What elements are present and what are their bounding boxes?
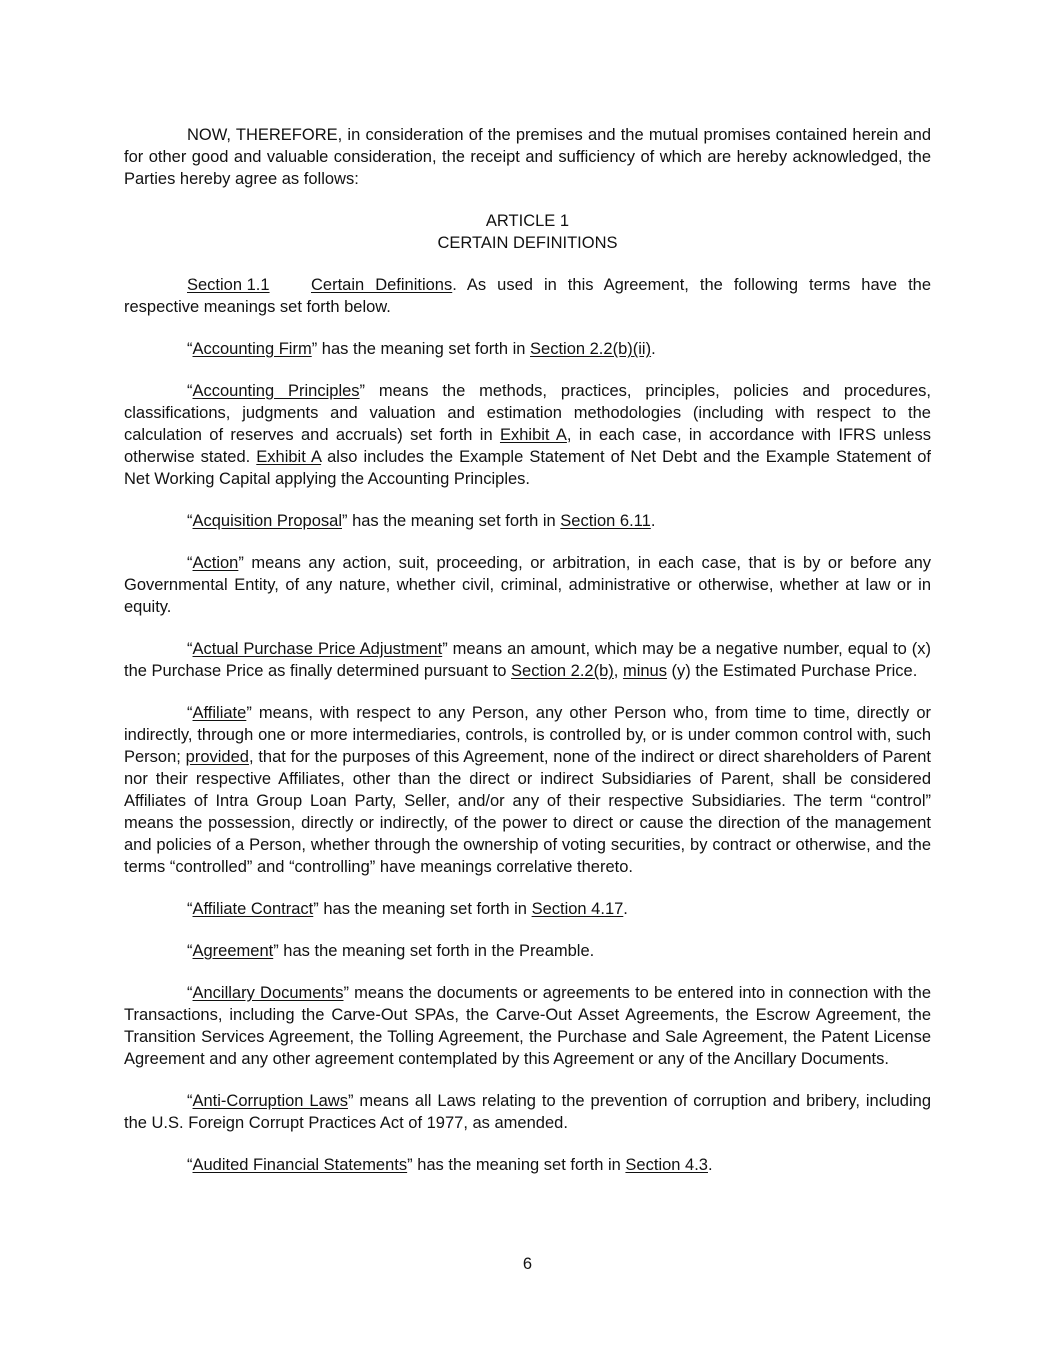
definition-text: ” means the documents or agreements to be entered into in connection with the Transactions, including the Carve-Out SPAs, the Carve-Out Asset Agreements, the Escrow Agreement, the Transition Services Agreement, the Tolling Agreement, the Purchase and Sale Agreement, the Patent License Agreement and any other agreement contemplated by this Agreement or any of the Ancillary Documents. — [124, 984, 931, 1068]
defined-term: Agreement — [192, 942, 274, 960]
section-title: Certain Definitions — [311, 276, 453, 294]
definition-text: also includes the Example Statement of Net Debt and the Example Statement of Net Working Capital applying the Accounting Principles. — [124, 448, 931, 488]
definition-ancillary-documents — [124, 982, 931, 1070]
definition-text: ” means, with respect to any Person, any other Person who, from time to time, directly or indirectly, through one or more intermediaries, controls, is controlled by, or is under common control with, such Person; — [124, 704, 931, 766]
page-number: 6 — [522, 1255, 533, 1273]
quote-open: “ — [187, 382, 193, 400]
section-reference: Section 4.3 — [625, 1156, 708, 1174]
definition-end: . — [623, 900, 628, 918]
definition-text: ” has the meaning set forth in — [311, 340, 531, 358]
article-number: ARTICLE 1 — [485, 212, 570, 230]
defined-term: Affiliate Contract — [192, 900, 314, 918]
definition-text: , that for the purposes of this Agreement, none of the indirect or direct shareholders of Parent nor their respective Affiliates, other than the direct or indirect Subsidiaries of Parent, shall be considered Affiliates of Intra Group Loan Party, Seller, and/or any of their respective Subsidiaries. The term “control” means the possession, directly or indirectly, of the power to direct or cause the direction of the management and policies of a Person, whether through the ownership of voting securities, by contract or otherwise, and the terms “controlled” and “controlling” have meanings correlative thereto. — [124, 748, 931, 876]
definition-accounting-principles — [124, 380, 931, 490]
defined-term: Actual Purchase Price Adjustment — [192, 640, 443, 658]
definition-affiliate-contract — [124, 898, 931, 920]
definition-agreement — [124, 940, 931, 962]
defined-term: Action — [192, 554, 239, 572]
definition-text: ” has the meaning set forth in — [342, 512, 561, 530]
quote-open: “ — [187, 640, 193, 658]
definition-text: ” means the methods, practices, principles, policies and procedures, classifications, judgments and valuation and estimation methodologies (including with respect to the calculation of reserves and accruals) set forth in — [124, 382, 931, 444]
defined-term: Anti-Corruption Laws — [192, 1092, 348, 1110]
quote-open: “ — [187, 512, 193, 530]
section-label: Section 1.1 — [187, 276, 270, 294]
definition-end: . — [650, 512, 656, 530]
definition-anti-corruption-laws — [124, 1090, 931, 1134]
minus-term: minus — [622, 662, 667, 680]
quote-open: “ — [187, 942, 193, 960]
definition-text: ” means any action, suit, proceeding, or arbitration, in each case, that is by or before any Governmental Entity, of any nature, whether civil, criminal, administrative or otherwise, whether at law or in equity. — [124, 554, 931, 616]
definition-text: ” has the meaning set forth in — [313, 900, 532, 918]
quote-open: “ — [187, 554, 193, 572]
intro-paragraph: NOW, THEREFORE, in consideration of the premises and the mutual promises contained herein and for other good and valuable consideration, the receipt and sufficiency of which are hereby acknowledged, the Parties hereby agree as follows: — [124, 126, 931, 188]
definition-text: (y) the Estimated Purchase Price. — [666, 662, 918, 680]
article-heading — [124, 210, 931, 254]
definition-text: , — [613, 662, 623, 680]
section-reference: Section 2.2(b)(ii) — [530, 340, 652, 358]
definition-end: . — [707, 1156, 713, 1174]
provided-term: provided — [185, 748, 249, 766]
exhibit-reference: Exhibit A — [499, 426, 567, 444]
article-title: CERTAIN DEFINITIONS — [437, 234, 618, 252]
defined-term: Acquisition Proposal — [192, 512, 342, 530]
section-reference: Section 6.11 — [560, 512, 651, 530]
exhibit-reference: Exhibit A — [256, 448, 322, 466]
quote-open: “ — [187, 1092, 193, 1110]
quote-open: “ — [187, 984, 193, 1002]
quote-open: “ — [187, 900, 193, 918]
definition-text: ” has the meaning set forth in the Preamble. — [273, 942, 595, 960]
definition-end: . — [651, 340, 656, 358]
section-1-1 — [124, 274, 931, 318]
defined-term: Audited Financial Statements — [192, 1156, 408, 1174]
quote-open: “ — [187, 704, 193, 722]
definition-actual-purchase-price-adjustment — [124, 638, 931, 682]
definition-acquisition-proposal — [124, 510, 931, 532]
definition-audited-financial-statements — [124, 1154, 931, 1176]
definition-text: ” means all Laws relating to the prevention of corruption and bribery, including the U.S. Foreign Corrupt Practices Act of 1977, as amended. — [124, 1092, 931, 1132]
section-text: . As used in this Agreement, the following terms have the respective meanings set forth below. — [124, 276, 932, 316]
section-reference: Section 4.17 — [531, 900, 624, 918]
defined-term: Ancillary Documents — [192, 984, 344, 1002]
section-reference: Section 2.2(b) — [511, 662, 614, 680]
defined-term: Accounting Firm — [192, 340, 312, 358]
definition-text: ” means an amount, which may be a negative number, equal to (x) the Purchase Price as finally determined pursuant to — [124, 640, 931, 680]
definition-text: , in each case, in accordance with IFRS unless otherwise stated. — [124, 426, 931, 466]
definition-action — [124, 552, 931, 618]
quote-open: “ — [187, 340, 193, 358]
defined-term: Affiliate — [192, 704, 247, 722]
quote-open: “ — [187, 1156, 193, 1174]
definition-text: ” has the meaning set forth in — [407, 1156, 626, 1174]
definition-affiliate — [124, 702, 931, 878]
defined-term: Accounting Principles — [192, 382, 360, 400]
definition-accounting-firm — [124, 338, 931, 360]
